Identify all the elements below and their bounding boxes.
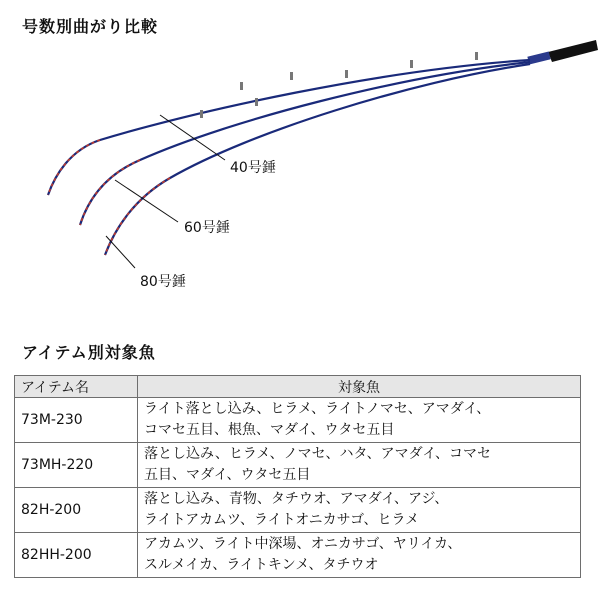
rod-tip-40 xyxy=(48,140,100,195)
table-header-row xyxy=(15,376,581,398)
table-row xyxy=(15,398,581,443)
rod-handle xyxy=(548,40,598,62)
table-row xyxy=(15,443,581,488)
rod-curve-60 xyxy=(80,62,530,225)
header-target-fish: 対象魚 xyxy=(138,376,581,398)
rod-tip-60 xyxy=(80,160,140,225)
fish-line: ライト落とし込み、ヒラメ、ライトノマセ、アマダイ、 xyxy=(144,401,491,417)
fish-line: 落とし込み、青物、タチウオ、アマダイ、アジ、 xyxy=(144,491,449,507)
leader-line-40 xyxy=(160,115,225,160)
model-name: 82HH-200 xyxy=(15,533,138,578)
weight-label-60: 60号錘 xyxy=(184,220,230,236)
model-name: 73M-230 xyxy=(15,398,138,443)
leader-line-60 xyxy=(115,180,178,222)
fish-line: 落とし込み、ヒラメ、ノマセ、ハタ、アマダイ、コマセ xyxy=(144,446,492,462)
fish-line: コマセ五目、根魚、マダイ、ウタセ五目 xyxy=(144,422,395,438)
target-fish-table xyxy=(14,375,581,578)
leader-line-80 xyxy=(106,236,135,268)
fish-line: アカムツ、ライト中深場、オニカサゴ、ヤリイカ、 xyxy=(144,536,462,552)
bend-comparison-title: 号数別曲がり比較 xyxy=(22,17,159,36)
table-row xyxy=(15,488,581,533)
weight-label-40: 40号錘 xyxy=(230,160,276,176)
reel-seat xyxy=(527,51,550,64)
model-name: 82H-200 xyxy=(15,488,138,533)
rod-curve-40 xyxy=(48,60,530,195)
fish-line: スルメイカ、ライトキンメ、タチウオ xyxy=(144,557,379,573)
fish-line: 五目、マダイ、ウタセ五目 xyxy=(144,467,311,483)
weight-label-80: 80号錘 xyxy=(140,274,186,290)
rod-tip-80 xyxy=(105,178,170,255)
target-fish-title: アイテム別対象魚 xyxy=(22,343,156,362)
header-item-name: アイテム名 xyxy=(15,376,138,398)
fish-line: ライトアカムツ、ライトオニカサゴ、ヒラメ xyxy=(144,512,420,528)
model-name: 73MH-220 xyxy=(15,443,138,488)
rod-curve-80 xyxy=(105,64,530,255)
target-fish-cell xyxy=(138,533,581,578)
target-fish-cell xyxy=(138,398,581,443)
table-row xyxy=(15,533,581,578)
target-fish-cell xyxy=(138,443,581,488)
target-fish-cell xyxy=(138,488,581,533)
